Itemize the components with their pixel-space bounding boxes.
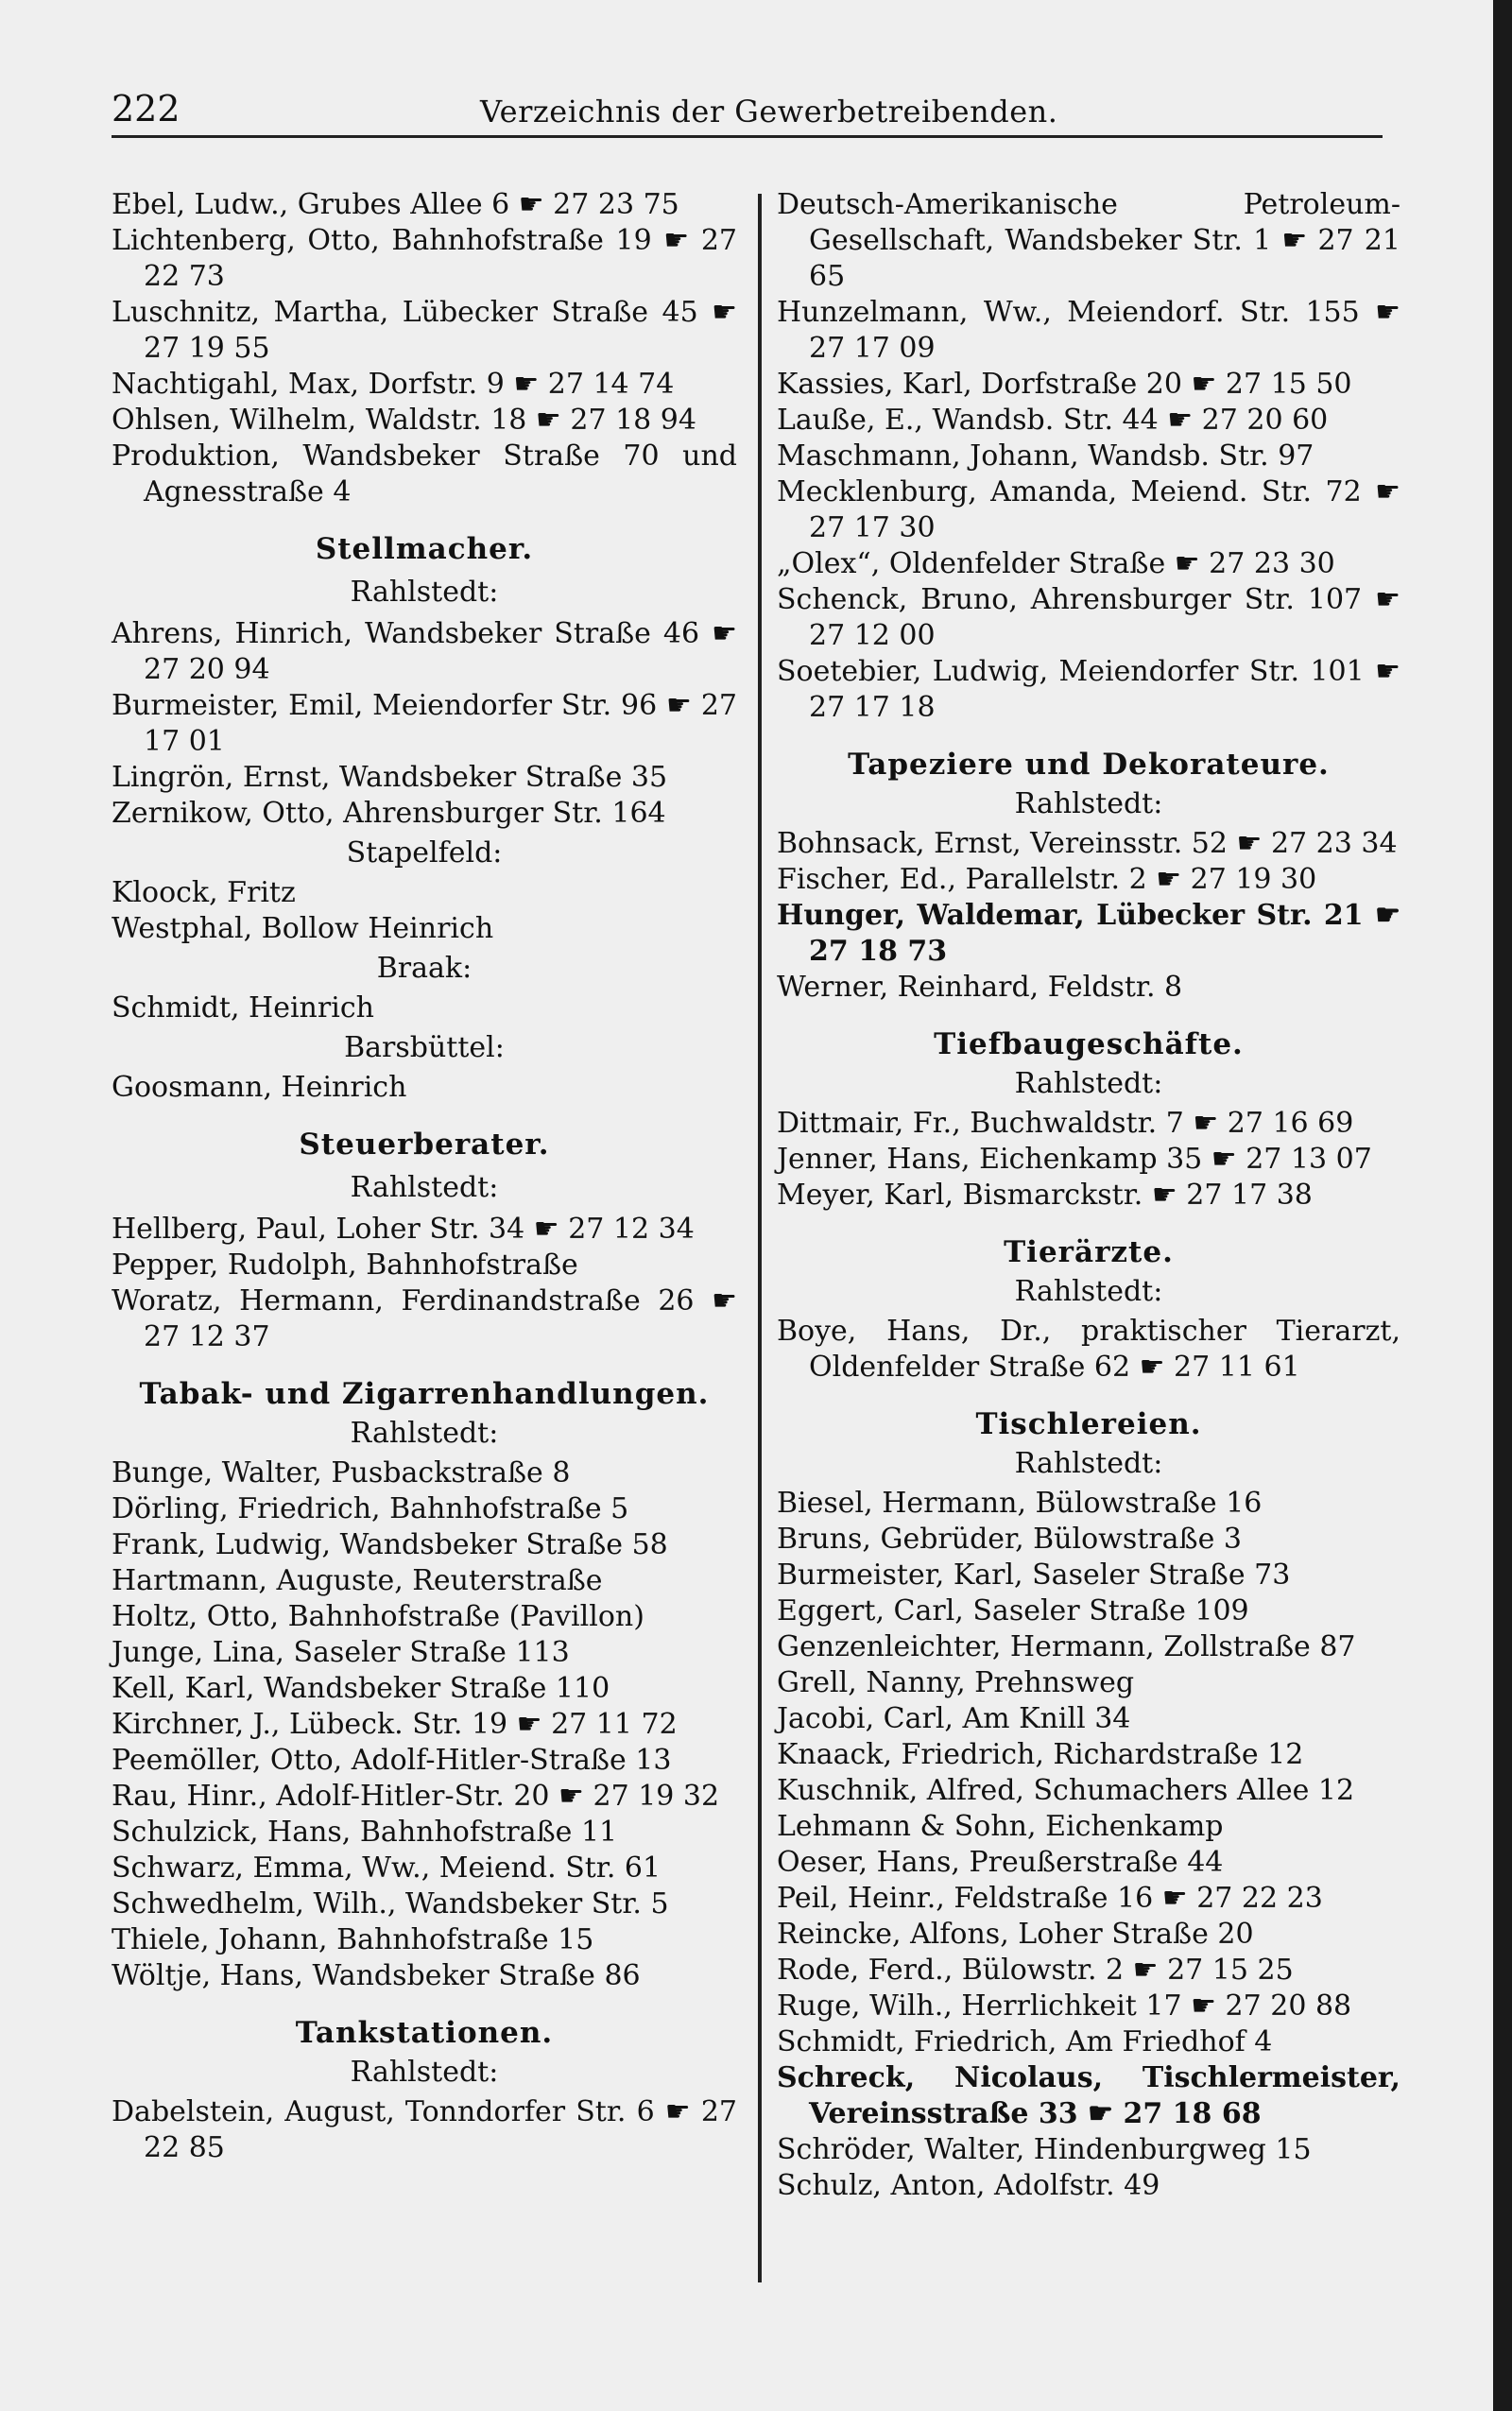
place-name: Rahlstedt: [1014, 1067, 1163, 1100]
list-item: Schmidt, Heinrich [112, 991, 374, 1025]
list-item: Kloock, Fritz [112, 876, 296, 909]
list-item: Nachtigahl, Max, Dorfstr. 9 ☛ 27 14 74 [112, 368, 675, 401]
list-item: Kuschnik, Alfred, Schumachers Allee 12 [777, 1774, 1355, 1807]
place-name: Rahlstedt: [350, 1171, 499, 1204]
left-column [112, 187, 737, 2166]
list-item: Ebel, Ludw., Grubes Allee 6 ☛ 27 23 75 [112, 188, 679, 221]
section-heading: Tapeziere und Dekorateure. [848, 748, 1330, 782]
section-heading: Stellmacher. [315, 532, 534, 566]
list-item: Lauße, E., Wandsb. Str. 44 ☛ 27 20 60 [777, 404, 1329, 437]
section-heading: Tierärzte. [1004, 1235, 1174, 1269]
list-item: Boye, Hans, Dr., praktischer Tierarzt, Oldenfelder Straße 62 ☛ 27 11 61 [777, 1315, 1400, 1384]
place-name: Rahlstedt: [350, 576, 499, 609]
list-item: Mecklenburg, Amanda, Meiend. Str. 72 ☛ 27 17 30 [777, 475, 1400, 544]
list-item: Kassies, Karl, Dorfstraße 20 ☛ 27 15 50 [777, 368, 1352, 401]
place-name: Rahlstedt: [350, 2056, 499, 2089]
list-item: Schmidt, Friedrich, Am Friedhof 4 [777, 2025, 1273, 2058]
list-item: Rau, Hinr., Adolf-Hitler-Str. 20 ☛ 27 19 32 [112, 1780, 720, 1813]
list-item: Reincke, Alfons, Loher Straße 20 [777, 1918, 1254, 1951]
list-item: Bruns, Gebrüder, Bülowstraße 3 [777, 1523, 1242, 1556]
list-item: Fischer, Ed., Parallelstr. 2 ☛ 27 19 30 [777, 863, 1317, 896]
list-item: Jenner, Hans, Eichenkamp 35 ☛ 27 13 07 [777, 1143, 1372, 1176]
column-divider [758, 194, 762, 2282]
list-item: Junge, Lina, Saseler Straße 113 [112, 1636, 570, 1669]
place-name: Rahlstedt: [1014, 1275, 1163, 1308]
list-item: Biesel, Hermann, Bülowstraße 16 [777, 1487, 1263, 1520]
page-edge [1493, 0, 1512, 2411]
list-item: Bohnsack, Ernst, Vereinsstr. 52 ☛ 27 23 34 [777, 827, 1398, 860]
list-item: Schwedhelm, Wilh., Wandsbeker Str. 5 [112, 1887, 669, 1920]
list-item: Woratz, Hermann, Ferdinandstraße 26 ☛ 27 12 37 [112, 1284, 737, 1353]
list-item: Schulzick, Hans, Bahnhofstraße 11 [112, 1816, 618, 1849]
list-item: Kell, Karl, Wandsbeker Straße 110 [112, 1672, 610, 1705]
list-item: Dörling, Friedrich, Bahnhofstraße 5 [112, 1492, 629, 1525]
list-item: Thiele, Johann, Bahnhofstraße 15 [112, 1923, 594, 1956]
list-item: Schwarz, Emma, Ww., Meiend. Str. 61 [112, 1851, 662, 1885]
page-header [112, 80, 1383, 138]
section-heading: Tankstationen. [295, 2016, 554, 2050]
place-name: Rahlstedt: [1014, 787, 1163, 820]
list-item: Deutsch-Amerikanische Petroleum-Gesellschaft, Wandsbeker Str. 1 ☛ 27 21 65 [777, 188, 1400, 293]
list-item: Westphal, Bollow Heinrich [112, 912, 494, 945]
list-item: Bunge, Walter, Pusbackstraße 8 [112, 1456, 571, 1490]
list-item: Knaack, Friedrich, Richardstraße 12 [777, 1738, 1304, 1771]
list-item: Grell, Nanny, Prehnsweg [777, 1666, 1135, 1699]
list-item: Peil, Heinr., Feldstraße 16 ☛ 27 22 23 [777, 1882, 1323, 1915]
place-name: Barsbüttel: [344, 1031, 505, 1064]
list-item: Hartmann, Auguste, Reuterstraße [112, 1564, 603, 1597]
place-name: Braak: [376, 952, 472, 985]
list-item: Luschnitz, Martha, Lübecker Straße 45 ☛ 27 19 55 [112, 296, 737, 365]
list-item: Ruge, Wilh., Herrlichkeit 17 ☛ 27 20 88 [777, 1989, 1352, 2023]
list-item: Burmeister, Karl, Saseler Straße 73 [777, 1559, 1291, 1592]
list-item: Zernikow, Otto, Ahrensburger Str. 164 [112, 797, 666, 830]
list-item: Schulz, Anton, Adolfstr. 49 [777, 2169, 1160, 2202]
list-item: Peemöller, Otto, Adolf-Hitler-Straße 13 [112, 1744, 672, 1777]
list-item: Lingrön, Ernst, Wandsbeker Straße 35 [112, 761, 668, 794]
list-item: Soetebier, Ludwig, Meiendorfer Str. 101 ☛ 27 17 18 [777, 655, 1400, 724]
list-item: Dabelstein, August, Tonndorfer Str. 6 ☛ 27 22 85 [112, 2095, 737, 2164]
list-item: Lehmann & Sohn, Eichenkamp [777, 1810, 1224, 1843]
place-name: Stapelfeld: [346, 836, 503, 870]
list-item-bold: Schreck, Nicolaus, Tischlermeister, Vereinsstraße 33 ☛ 27 18 68 [777, 2061, 1400, 2130]
list-item: Lichtenberg, Otto, Bahnhofstraße 19 ☛ 27 22 73 [112, 224, 737, 293]
page-number: 222 [112, 88, 180, 129]
list-item: Schröder, Walter, Hindenburgweg 15 [777, 2133, 1312, 2166]
list-item: Burmeister, Emil, Meiendorfer Str. 96 ☛ 27 17 01 [112, 689, 737, 758]
section-heading: Tiefbaugeschäfte. [934, 1027, 1244, 1061]
list-item: Genzenleichter, Hermann, Zollstraße 87 [777, 1630, 1356, 1663]
list-item: „Olex“, Oldenfelder Straße ☛ 27 23 30 [777, 547, 1335, 580]
section-heading: Steuerberater. [299, 1128, 550, 1162]
list-item: Schenck, Bruno, Ahrensburger Str. 107 ☛ 27 12 00 [777, 583, 1400, 652]
place-name: Rahlstedt: [350, 1417, 499, 1450]
list-item: Kirchner, J., Lübeck. Str. 19 ☛ 27 11 72 [112, 1708, 678, 1741]
list-item: Ahrens, Hinrich, Wandsbeker Straße 46 ☛ 27 20 94 [112, 617, 737, 686]
list-item: Holtz, Otto, Bahnhofstraße (Pavillon) [112, 1600, 644, 1633]
list-item: Jacobi, Carl, Am Knill 34 [777, 1702, 1131, 1735]
list-item: Meyer, Karl, Bismarckstr. ☛ 27 17 38 [777, 1179, 1313, 1212]
list-item: Ohlsen, Wilhelm, Waldstr. 18 ☛ 27 18 94 [112, 404, 696, 437]
list-item: Hunzelmann, Ww., Meiendorf. Str. 155 ☛ 27 17 09 [777, 296, 1400, 365]
list-item: Frank, Ludwig, Wandsbeker Straße 58 [112, 1528, 668, 1561]
list-item-bold: Hunger, Waldemar, Lübecker Str. 21 ☛ 27 18 73 [777, 899, 1400, 968]
list-item: Werner, Reinhard, Feldstr. 8 [777, 971, 1183, 1004]
list-item: Pepper, Rudolph, Bahnhofstraße [112, 1249, 578, 1282]
page-title: Verzeichnis der Gewerbetreibenden. [480, 94, 1058, 129]
list-item: Maschmann, Johann, Wandsb. Str. 97 [777, 439, 1314, 473]
list-item: Wöltje, Hans, Wandsbeker Straße 86 [112, 1959, 641, 1992]
list-item: Dittmair, Fr., Buchwaldstr. 7 ☛ 27 16 69 [777, 1107, 1354, 1140]
list-item: Eggert, Carl, Saseler Straße 109 [777, 1594, 1249, 1627]
list-item: Produktion, Wandsbeker Straße 70 und Agnesstraße 4 [112, 439, 737, 508]
list-item: Goosmann, Heinrich [112, 1071, 407, 1104]
list-item: Oeser, Hans, Preußerstraße 44 [777, 1846, 1224, 1879]
list-item: Hellberg, Paul, Loher Str. 34 ☛ 27 12 34 [112, 1213, 695, 1246]
section-heading: Tabak- und Zigarrenhandlungen. [139, 1377, 710, 1411]
place-name: Rahlstedt: [1014, 1447, 1163, 1480]
section-heading: Tischlereien. [975, 1407, 1202, 1441]
right-column [777, 187, 1400, 2204]
list-item: Rode, Ferd., Bülowstr. 2 ☛ 27 15 25 [777, 1954, 1294, 1987]
